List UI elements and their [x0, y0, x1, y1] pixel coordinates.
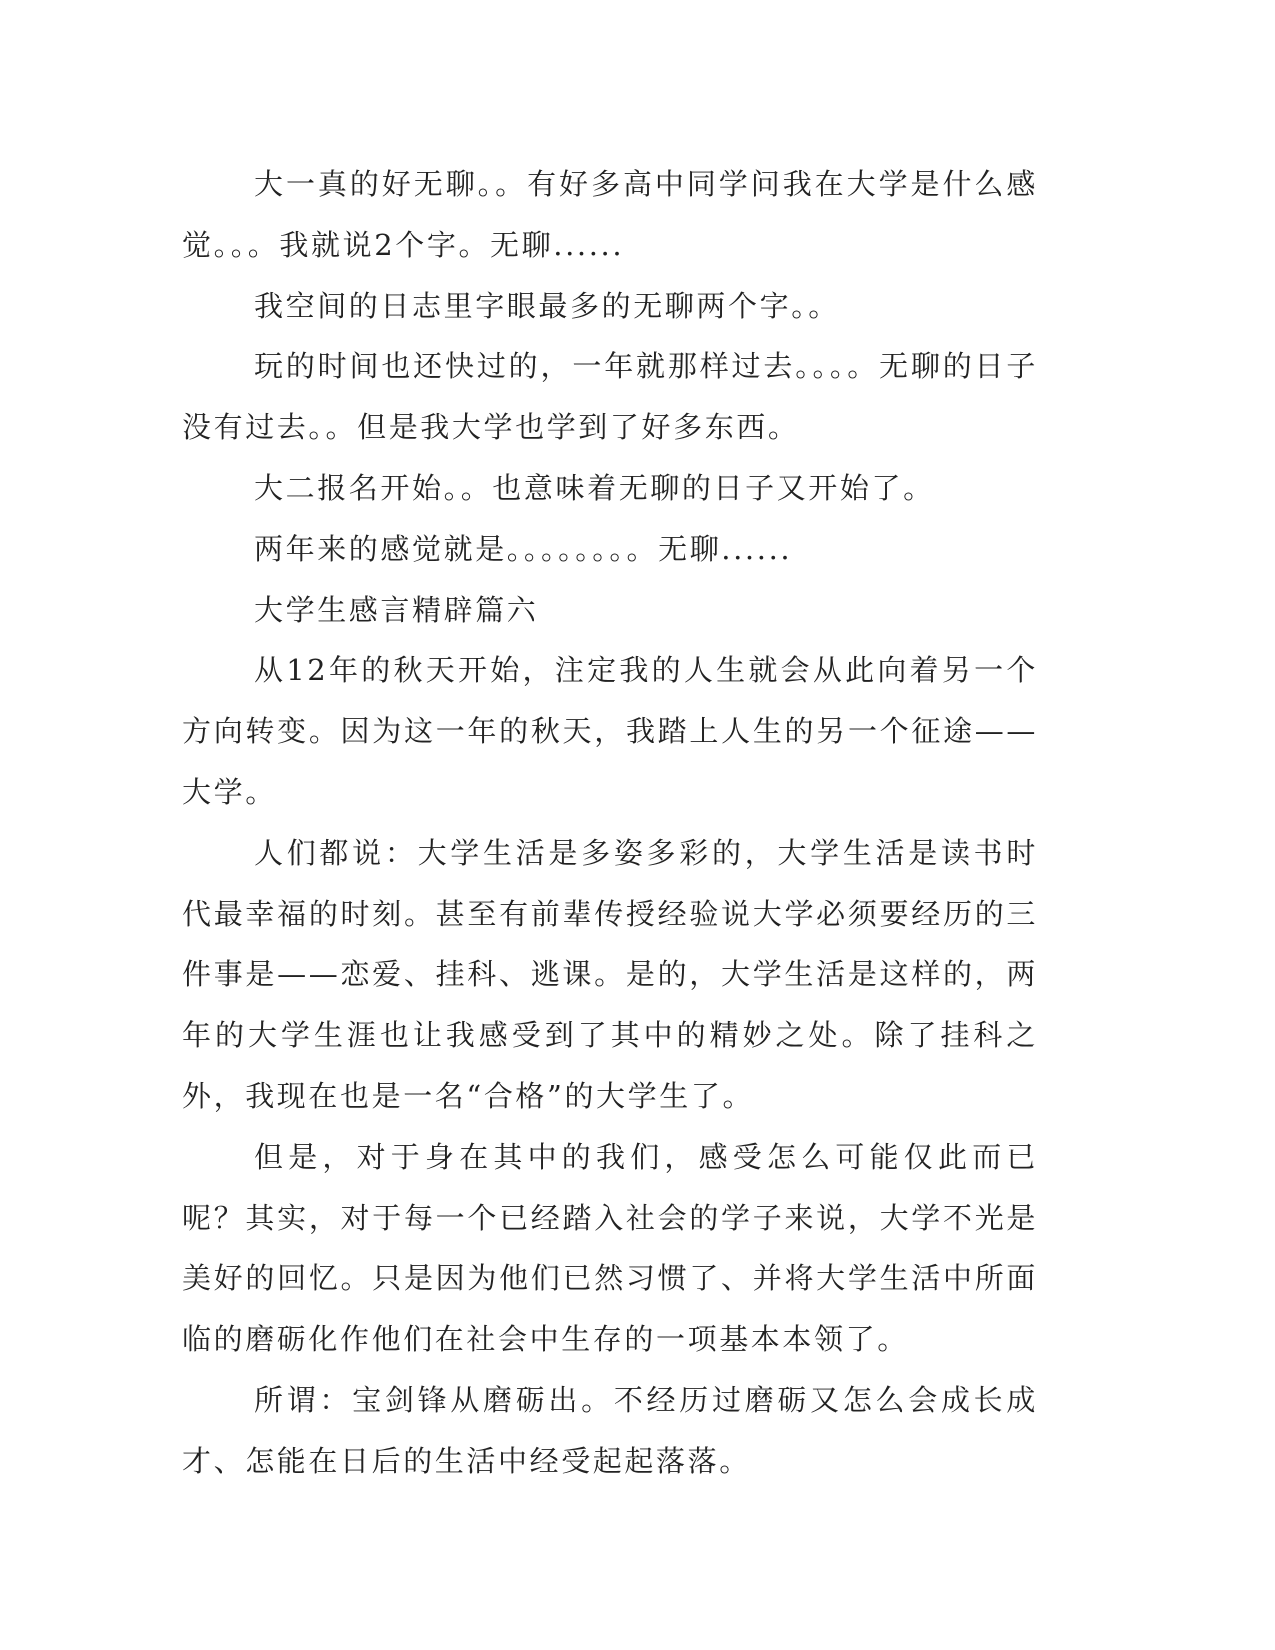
paragraph-9: 所谓：宝剑锋从磨砺出。不经历过磨砺又怎么会成长成才、怎能在日后的生活中经受起起落落。	[182, 1382, 1038, 1478]
paragraph-8: 但是，对于身在其中的我们，感受怎么可能仅此而已呢？其实，对于每一个已经踏入社会的学子来说，大学不光是美好的回忆。只是因为他们已然习惯了、并将大学生活中所面临的磨砺化作他们在社会中生存的一项基本本领了。	[182, 1139, 1038, 1357]
paragraph-3: 玩的时间也还快过的，一年就那样过去。。。。无聊的日子没有过去。。但是我大学也学到了好多东西。	[182, 349, 1038, 445]
paragraph-5: 两年来的感觉就是。。。。。。。。无聊......	[254, 531, 793, 566]
section-heading: 大学生感言精辟篇六	[254, 592, 539, 627]
paragraph-1: 大一真的好无聊。。有好多高中同学问我在大学是什么感觉。。。我就说2个字。无聊......	[182, 167, 1038, 262]
paragraph-4: 大二报名开始。。也意味着无聊的日子又开始了。	[254, 470, 935, 505]
document-body	[182, 154, 1038, 1492]
paragraph-7: 人们都说：大学生活是多姿多彩的，大学生活是读书时代最幸福的时刻。甚至有前辈传授经验说大学必须要经历的三件事是——恋爱、挂科、逃课。是的，大学生活是这样的，两年的大学生涯也让我感受到了其中的精妙之处。除了挂科之外，我现在也是一名“合格”的大学生了。	[182, 835, 1038, 1113]
paragraph-2: 我空间的日志里字眼最多的无聊两个字。。	[254, 288, 840, 323]
paragraph-6: 从12年的秋天开始，注定我的人生就会从此向着另一个方向转变。因为这一年的秋天，我踏上人生的另一个征途——大学。	[182, 653, 1038, 809]
